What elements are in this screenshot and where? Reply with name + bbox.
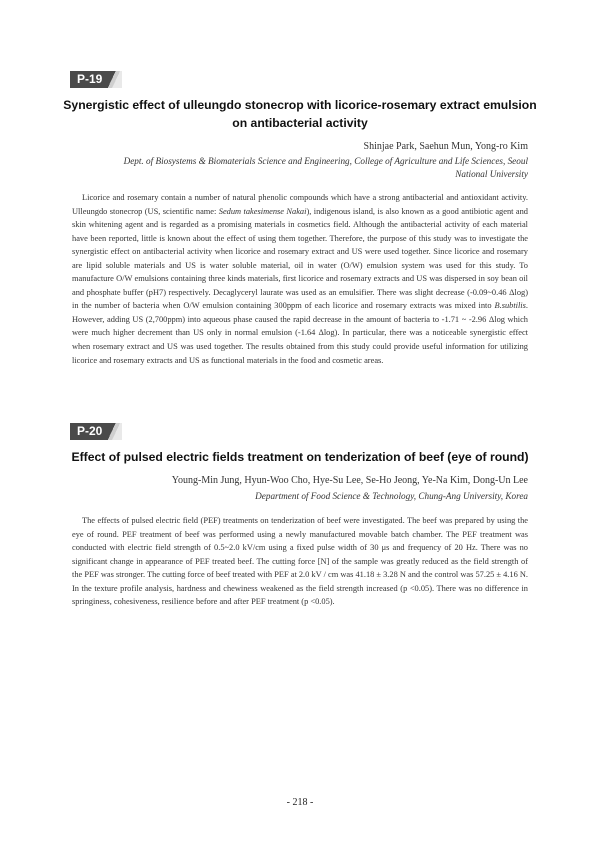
scientific-name: Sedum takesimense Nakai	[218, 206, 307, 216]
affiliation-line-1: Dept. of Biosystems & Biomaterials Science and Engineering, College of Agriculture and Life Sciences, Seoul	[123, 156, 528, 166]
section-tag-label: P-20	[77, 424, 103, 438]
authors-p20: Young-Min Jung, Hyun-Woo Cho, Hye-Su Lee, Se-Ho Jeong, Ye-Na Kim, Dong-Un Lee	[171, 475, 528, 486]
paper-title-p20	[60, 448, 540, 466]
abstract-part-1: Licorice and rosemary contain a number of natural phenolic compounds which have a strong antibacterial and antioxidant activity. Ulleungdo stonecrop (US, scientific name:	[72, 193, 528, 216]
tag-stripe-decoration	[108, 71, 122, 88]
tag-stripe-decoration	[108, 423, 122, 440]
page-number: - 218 -	[286, 797, 314, 808]
section-tag-p19	[70, 71, 122, 88]
abstract-p19	[72, 191, 528, 367]
title-line-2: on antibacterial activity	[232, 116, 368, 130]
affiliation-line-2: National University	[455, 169, 528, 179]
authors-p19: Shinjae Park, Saehun Mun, Yong-ro Kim	[363, 141, 528, 152]
title-line-1: Synergistic effect of ulleungdo stonecrop with licorice-rosemary extract emulsion	[63, 98, 537, 112]
title-line-1: Effect of pulsed electric fields treatment on tenderization of beef (eye of round)	[71, 450, 529, 464]
abstract-p20: The effects of pulsed electric field (PEF) treatments on tenderization of beef were investigated. The beef was prepared by using the eye of round. PEF treatment of beef was performed using a newly manufactured movable batch chamber. The PEF treatment was conducted with electric field strength of 0.5~2.0 kV/cm using a fixed pulse width of 30 μs and frequency of 20 Hz. There was no significant change in appearance of PEF treated beef. The cutting force [N] of the sample was greatly reduced as the field strength of the PEF was stronger. The cutting force of beef treated with PEF at 2.0 kV / cm was 41.18 ± 3.28 N and the control was 57.25 ± 4.16 N. In the texture profile analysis, hardness and chewiness weakened as the field strength increased (p <0.05). There was no difference in springiness, cohesiveness, resilience before and after PEF treatment (p <0.05).	[72, 516, 528, 607]
abstract-part-3: . However, adding US (2,700ppm) into aqueous phase caused the rapid decrease in the amount of bacteria to -1.71 ~ -2.96 Δlog which were much higher decrement than US only in normal emulsion (-1.64 Δlog). In particular, there was a noticeable synergistic effect when rosemary extract and US was used together. The results obtained from this study could provide useful information for utilizing licorice and rosemary extracts and US as functional materials in the food and cosmetic areas.	[72, 301, 528, 365]
affiliation-p20: Department of Food Science & Technology, Chung-Ang University, Korea	[255, 491, 528, 501]
bacteria-name: B.subtilis	[494, 301, 526, 311]
affiliation-p19	[58, 155, 528, 181]
section-tag-label: P-19	[77, 72, 103, 86]
section-tag-p20	[70, 423, 122, 440]
paper-title-p19	[60, 96, 540, 132]
abstract-part-2: ), indigenous island, is also known as a good antibiotic agent and skin whitening agent and is regarded as a promising materials in cosmetics field. Although the antibacterial activity of each material have been reported, little is known about the effect of using them together. Therefore, the purpose of this study was to investigate the synergistic effect on antibacterial activity when licorice and rosemary extract and US were used together. Since licorice and rosemary are lipid soluble materials and US is water soluble material, oil in water (O/W) emulsion system was used for this study. To manufacture O/W emulsions containing three kinds materials, first licorice and rosemary extracts and US was dispersed in soy bean oil and phosphate buffer (pH7) respectively. Decaglyceryl laurate was used as an emulsifier. There was slight decrease (-0.09~0.46 Δlog) in the number of bacteria when O/W emulsion containing 300ppm of each licorice and rosemary extracts was mixed into	[72, 206, 528, 311]
